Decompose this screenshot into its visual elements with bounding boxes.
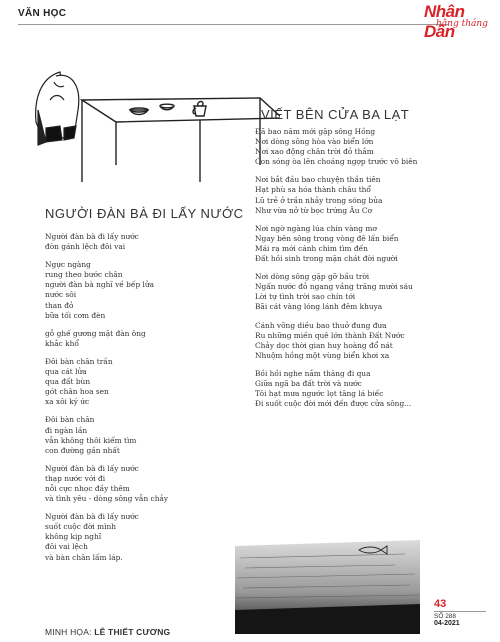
illustration-credit bbox=[45, 627, 170, 637]
poem-line: đi ngàn lần bbox=[45, 425, 88, 435]
poem-line: con đường gần nhất bbox=[45, 445, 120, 455]
stanza bbox=[255, 321, 485, 361]
poem-line: gỗ ghế gương mặt đàn ông bbox=[45, 328, 146, 338]
credit-prefix: MINH HỌA: bbox=[45, 627, 95, 637]
poem-line: Đôi bàn chân bbox=[45, 415, 95, 425]
poem-line: người đàn bà nghĩ về bếp lửa bbox=[45, 280, 155, 290]
meta-divider bbox=[434, 611, 486, 612]
poem-line: bữa tối cơm đèn bbox=[45, 310, 106, 320]
poem-line: Bồi hồi nghe nắm thăng đi qua bbox=[255, 368, 371, 378]
poem-line: không kịp nghĩ bbox=[45, 532, 102, 542]
logo-subtitle: hằng tháng bbox=[436, 19, 488, 29]
poem-line: rung theo bước chân bbox=[45, 270, 123, 280]
page-meta bbox=[434, 598, 494, 627]
issue-number: SỐ 288 bbox=[434, 613, 457, 620]
poem-line: Lời tự tình trời sao chín tới bbox=[255, 292, 356, 302]
illustration-river bbox=[235, 538, 420, 634]
poem-line: Đôi bàn chân trần bbox=[45, 356, 113, 366]
poem-line: Như vừa nở từ bọc trứng Âu Cơ bbox=[255, 205, 372, 215]
poem-line: vẫn không thôi kiếm tìm bbox=[45, 435, 137, 445]
poem2-body bbox=[45, 232, 245, 571]
poem-line: Nơi dòng sông gặp gỡ bầu trời bbox=[255, 272, 370, 282]
poem-line: Nơi dòng sông hòa vào biển lớn bbox=[255, 137, 374, 147]
stanza bbox=[255, 175, 485, 215]
stanza bbox=[255, 272, 485, 312]
poem-line: Người đàn bà đi lấy nước bbox=[45, 512, 139, 522]
poem-line: đôi vai lệch bbox=[45, 542, 88, 552]
poem-line: nỗi cực nhọc đầy thêm bbox=[45, 483, 130, 493]
poem-line: Ngay bên sông trong vòng đê lấn biển bbox=[255, 233, 399, 243]
table-drawing bbox=[82, 98, 280, 182]
poem-line: Nhuộm hồng một vùng biển khơi xa bbox=[255, 350, 390, 360]
issue-date: 04-2021 bbox=[434, 620, 460, 627]
poem-line: Lũ trẻ ở trần nhảy trong sóng bủa bbox=[255, 195, 383, 205]
sandals-drawing bbox=[36, 72, 79, 145]
section-divider bbox=[18, 24, 448, 25]
stanza bbox=[45, 260, 245, 321]
poem-line: Người đàn bà đi lấy nước bbox=[45, 232, 139, 241]
poem-line: Ru những miền quê lớn thành Đất Nước bbox=[255, 330, 405, 340]
stanza bbox=[45, 232, 245, 252]
poem-line: Nơi xao động chân trời đỏ thắm bbox=[255, 147, 374, 157]
page-number: 43 bbox=[434, 598, 447, 610]
poem-line: Chảy dọc thời gian huy hoàng đổ nát bbox=[255, 340, 393, 350]
poem-line: Cánh võng diều bao thuở đung đưa bbox=[255, 320, 387, 330]
poem-line: và bàn chân lấm láp. bbox=[45, 552, 123, 562]
poem-line: Người đàn bà đi lấy nước bbox=[45, 463, 139, 473]
stanza bbox=[45, 512, 245, 562]
stanza bbox=[45, 464, 245, 504]
poem1-body bbox=[255, 127, 485, 417]
poem-line: Bãi cát vàng lóng lánh đêm khuya bbox=[255, 302, 383, 312]
section-label: VĂN HỌC bbox=[18, 8, 67, 19]
poem-line: thạp nước với đi bbox=[45, 473, 106, 483]
poem-line: Đi suốt cuộc đời mới đến được cửa sông... bbox=[255, 399, 412, 409]
illustration-sandals-table bbox=[20, 70, 280, 185]
poem-line: qua đất bùn bbox=[45, 377, 91, 387]
poem-line: và tình yêu - dòng sông vẫn chảy bbox=[45, 494, 169, 504]
poem-line: Đất hồi sinh trong mặn chát đời người bbox=[255, 254, 398, 264]
logo-title: Nhân Dân bbox=[424, 2, 465, 41]
poem-line: khắc khổ bbox=[45, 338, 79, 348]
poem-line: than đỏ bbox=[45, 300, 74, 310]
stanza bbox=[255, 127, 485, 167]
stanza bbox=[45, 415, 245, 455]
poem-line: xa xôi ký ức bbox=[45, 397, 90, 407]
stanza bbox=[255, 224, 485, 264]
poem-line: Hạt phù sa hóa thành châu thổ bbox=[255, 185, 371, 195]
credit-name: LÊ THIẾT CƯƠNG bbox=[94, 627, 171, 637]
poem-line: suốt cuộc đời mình bbox=[45, 522, 117, 532]
poem-line: Giữa ngã ba đất trời và nước bbox=[255, 378, 362, 388]
stanza bbox=[45, 357, 245, 407]
poem1-title: VIẾT BÊN CỬA BA LẠT bbox=[261, 107, 410, 122]
poem-line: Tôi hạt mưa ngước lọt tâng lá biếc bbox=[255, 389, 384, 399]
newspaper-logo[interactable] bbox=[422, 2, 492, 41]
poem-line: Nơi bắt đầu bao chuyện thần tiên bbox=[255, 175, 381, 185]
poem-line: qua cát lửa bbox=[45, 367, 87, 377]
poem-line: Đã bao năm mới gặp sông Hồng bbox=[255, 127, 376, 136]
poem-line: Mái rạ mới cánh chim tìm đến bbox=[255, 243, 368, 253]
poem-line: Con sóng òa lên choáng ngợp trước vô biên bbox=[255, 157, 418, 167]
poem-line: đòn gánh lệch đôi vai bbox=[45, 242, 126, 252]
stanza bbox=[45, 329, 245, 349]
poem-line: Ngực ngàng bbox=[45, 260, 91, 270]
stanza bbox=[255, 369, 485, 409]
poem2-title: NGƯỜI ĐÀN BÀ ĐI LẤY NƯỚC bbox=[45, 206, 244, 221]
poem-line: Ngấn nước đỏ ngang vầng trăng mười sáu bbox=[255, 282, 413, 292]
poem-line: nước sôi bbox=[45, 290, 77, 300]
poem-line: gót chân hoa sen bbox=[45, 387, 109, 397]
poem-line: Nơi ngờ ngàng lúa chín vàng mơ bbox=[255, 223, 377, 233]
